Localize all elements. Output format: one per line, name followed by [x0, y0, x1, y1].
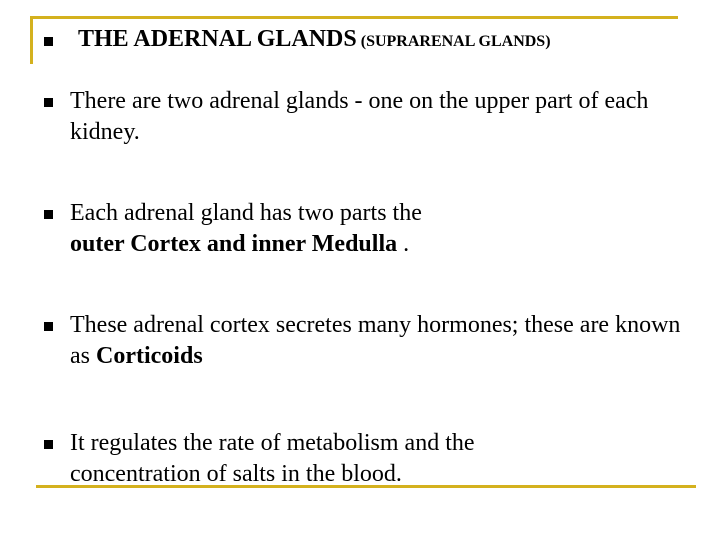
bullet-text-4: It regulates the rate of metabolism and the concentration of salts in the blood.	[70, 430, 475, 487]
bullet-text-3	[70, 310, 690, 372]
square-bullet-icon	[44, 440, 53, 449]
bullet-3-bold: Corticoids	[96, 343, 203, 369]
square-bullet-icon	[44, 210, 53, 219]
bullet-3-text: These adrenal cortex secretes many hormones; these are known as	[70, 312, 681, 369]
square-bullet-icon	[44, 37, 53, 46]
bullet-2-bold: outer Cortex and inner Medulla	[70, 231, 398, 257]
square-bullet-icon	[44, 98, 53, 107]
slide-title	[78, 26, 551, 60]
frame-left-line	[30, 16, 33, 64]
bullet-2-after: .	[397, 231, 410, 257]
title-main: THE ADERNAL GLANDS	[78, 26, 357, 52]
frame-top-line	[30, 16, 678, 19]
bullet-text-2	[70, 198, 690, 260]
bullet-text-1: There are two adrenal glands - one on the upper part of each kidney.	[70, 88, 649, 145]
bullet-2-line-1: Each adrenal gland has two parts the	[70, 200, 422, 226]
square-bullet-icon	[44, 322, 53, 331]
title-subtitle: (SUPRARENAL GLANDS)	[360, 33, 551, 50]
